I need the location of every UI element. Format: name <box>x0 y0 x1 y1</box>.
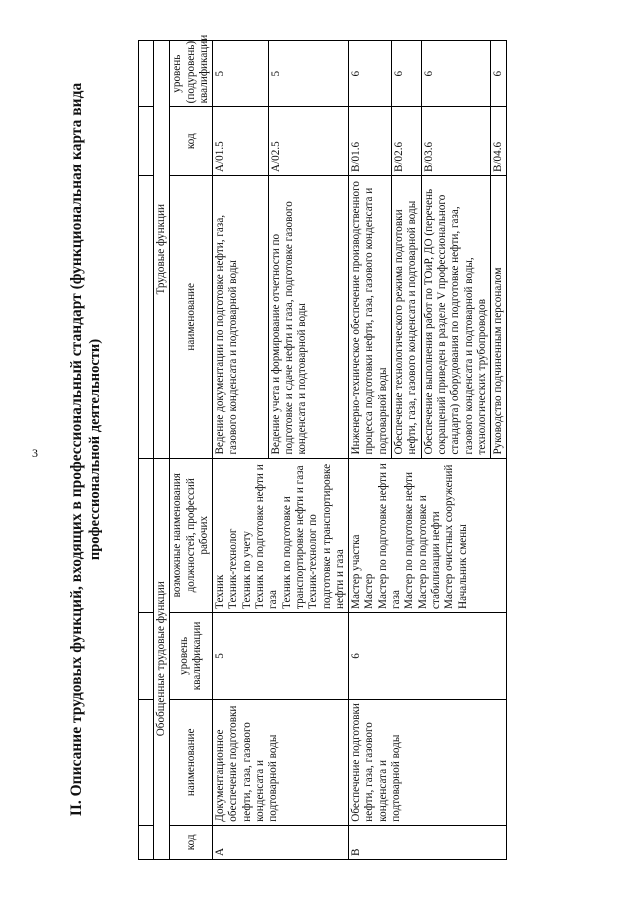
table-row <box>213 41 269 860</box>
position-item: Мастер по подготовке нефти и газа <box>376 463 403 609</box>
group-level: 5 <box>213 612 349 699</box>
generalized-functions-header: Обобщенные трудовые функции <box>154 458 170 859</box>
function-level: 5 <box>213 41 269 107</box>
function-code: А/01.5 <box>213 107 269 176</box>
function-level: 6 <box>349 41 392 107</box>
function-level: 6 <box>491 41 507 107</box>
heading-line-2: профессиональной деятельности) <box>87 338 103 561</box>
position-item: Мастер <box>363 573 376 609</box>
function-name: Ведение документации по подготовке нефти, газа, газового конденсата и подтоварной воды <box>213 176 269 459</box>
col-header-name: наименование <box>170 699 213 825</box>
function-level: 6 <box>392 41 422 107</box>
col-header-positions: возможные наименования должностей, профессий рабочих <box>170 458 213 612</box>
heading-line-1: II. Описание трудовых функций, входящих в профессиональный стандарт (функциональная карта вида <box>68 82 85 817</box>
section-heading <box>58 27 138 872</box>
position-item: Мастер очистных сооружений <box>443 464 456 609</box>
blank-header-row <box>139 41 154 860</box>
function-name: Ведение учета и формирование отчетности по подготовке и сдаче нефти и газа, подготовке газового конденсата и подтоварной воды <box>268 176 348 459</box>
labor-functions-header: Трудовые функции <box>154 41 170 459</box>
function-code: В/03.6 <box>421 107 490 176</box>
position-item: Техник-технолог по подготовке и транспортировке нефти и газа <box>307 463 346 609</box>
group-code: В <box>349 825 507 859</box>
function-name: Обеспечение технологического режима подготовки нефти, газа, газового конденсата и подтоварной воды <box>392 176 422 459</box>
page-number: 3 <box>32 446 38 460</box>
function-level: 5 <box>268 41 348 107</box>
rotated-page-content <box>58 27 588 872</box>
col-header-code: код <box>170 825 213 859</box>
group-name: Документационное обеспечение подготовки нефти, газа, газового конденсата и подтоварной воды <box>213 699 349 825</box>
function-name: Инженерно-техническое обеспечение производственного процесса подготовки нефти, газа, газового конденсата и подтоварной воды <box>349 176 392 459</box>
group-level: 6 <box>349 612 507 699</box>
col-header-function-name: наименование <box>170 176 213 459</box>
position-item: Техник по подготовке и транспортировке нефти и газа <box>280 465 306 609</box>
position-item: Техник <box>214 574 227 609</box>
group-positions <box>213 458 349 612</box>
function-code: В/04.6 <box>491 107 507 176</box>
functional-map-table <box>138 34 507 860</box>
function-code: А/02.5 <box>268 107 348 176</box>
position-item: Техник по учету <box>240 531 253 609</box>
position-item: Техник-технолог <box>227 528 240 609</box>
function-code: В/02.6 <box>392 107 422 176</box>
col-header-function-level: уровень (подуровень) квалификации <box>170 41 213 107</box>
position-item: Начальник смены <box>456 524 469 609</box>
function-level: 6 <box>421 41 490 107</box>
position-item: Мастер по подготовке нефти <box>403 471 416 609</box>
function-code: В/01.6 <box>349 107 392 176</box>
function-name: Обеспечение выполнения работ по ТОиР, ДО (перечень сокращений приведен в разделе V профессионального стандарта) оборудования по подготовке нефти, газа, газового конденсата и подтоварной воды, технологических трубопроводов <box>421 176 490 459</box>
group-name: Обеспечение подготовки нефти, газа, газового конденсата и подтоварной воды <box>349 699 507 825</box>
position-item: Техник по подготовке нефти и газа <box>254 464 280 609</box>
function-name: Руководство подчиненным персоналом <box>491 176 507 459</box>
group-positions <box>349 458 507 612</box>
table-row <box>349 41 392 860</box>
position-item: Мастер по подготовке и стабилизации нефти <box>416 495 442 609</box>
position-item: Мастер участка <box>350 534 363 609</box>
col-header-function-code: код <box>170 107 213 176</box>
col-header-level: уровень квалификации <box>170 612 213 699</box>
group-code: А <box>213 825 349 859</box>
